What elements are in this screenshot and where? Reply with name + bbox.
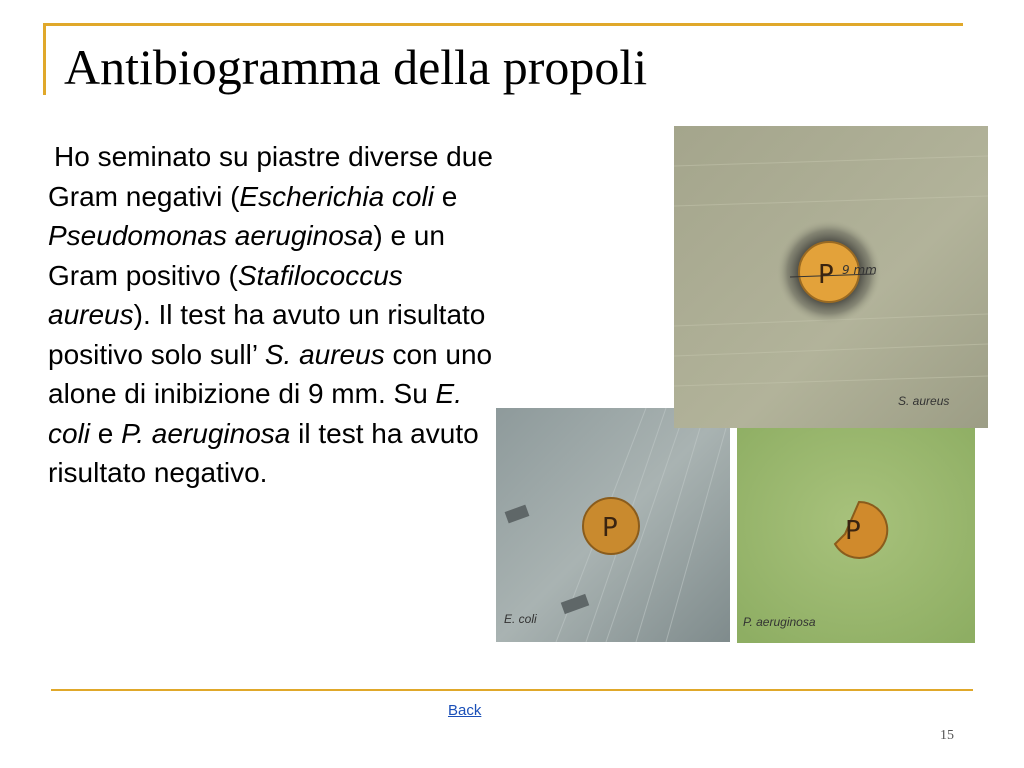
s-aureus-plate-photo	[674, 126, 988, 428]
bottom-accent-rule	[51, 689, 973, 691]
italic-text-run: Escherichia coli	[239, 180, 434, 212]
italic-text-run: E. coli	[48, 378, 463, 449]
italic-text-run: S. aureus	[264, 338, 385, 370]
text-run: e	[90, 417, 122, 449]
text-run: con uno alone di inibizione di 9 mm. Su	[48, 338, 493, 409]
s-aureus-disk-letter: P	[818, 260, 834, 290]
text-run: e	[433, 180, 458, 212]
italic-text-run: Stafilococcus aureus	[48, 259, 403, 330]
e-coli-plate-photo	[496, 408, 730, 642]
e-coli-caption: E. coli	[504, 612, 537, 626]
left-accent-rule	[43, 23, 46, 95]
text-run: Ho seminato su piastre diverse due Gram negativi (	[48, 141, 493, 212]
text-run: il test ha avuto risultato negativo.	[48, 417, 479, 488]
e-coli-disk-letter: P	[602, 513, 618, 543]
halo-measure-label: 9 mm	[842, 263, 877, 277]
top-accent-rule	[43, 23, 963, 26]
italic-text-run: Pseudomonas aeruginosa	[48, 220, 374, 251]
back-link[interactable]: Back	[448, 702, 482, 719]
p-aeruginosa-disk-letter: P	[845, 516, 861, 546]
slide-title: Antibiogramma della propoli	[64, 39, 648, 95]
italic-text-run: P. aeruginosa	[121, 417, 291, 449]
p-aeruginosa-plate-photo	[737, 426, 975, 643]
body-paragraph	[48, 137, 493, 493]
text-run: ) e un Gram positivo (	[48, 220, 445, 291]
slide-number: 15	[940, 728, 954, 743]
text-run: ). Il test ha avuto un risultato positivo solo sull’	[48, 299, 486, 370]
p-aeruginosa-caption: P. aeruginosa	[743, 615, 816, 629]
s-aureus-caption: S. aureus	[898, 394, 950, 408]
